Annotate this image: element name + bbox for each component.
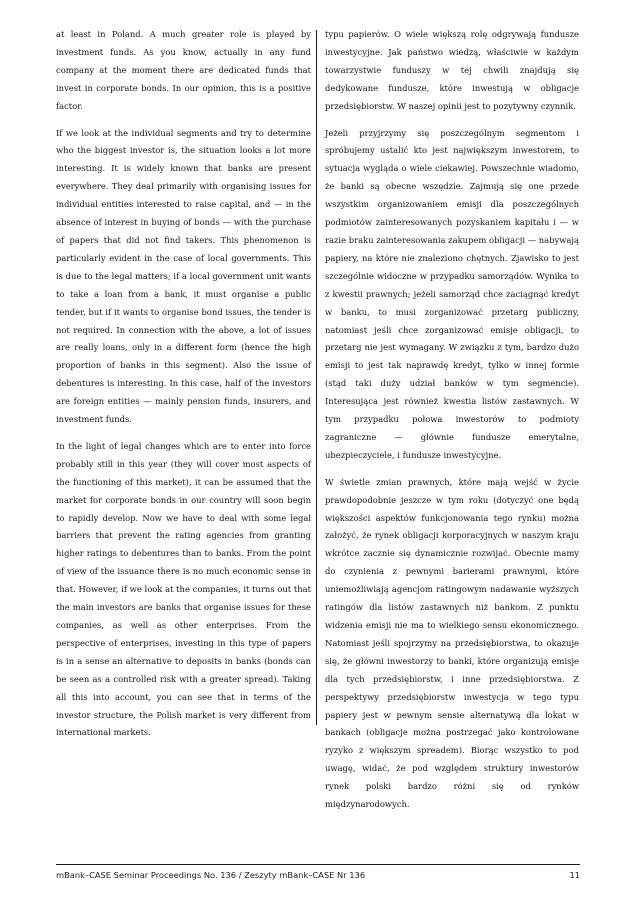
polish-column [325, 26, 579, 823]
english-column [56, 26, 311, 751]
polish-paragraph-2: Jeżeli przyjrzymy się poszczególnym segmentom i spróbujemy ustalić kto jest największym inwestorem, to sytuacja wygląda o wiele ciekawiej. Powszechnie wiadomo, że banki są obecne wszędzie. Zajmują się one przede wszystkim organizowaniem emisji dla poszczególnych podmiotów zainteresowanych pozyskaniem kapitału i — w razie braku zainteresowania zakupem obligacji — nabywają papiery, na które nie znaleziono chętnych. Zjawisko to jest szczególnie widoczne w przypadku samorządów. Wynika to z kwestii prawnych; jeżeli samorząd chce zaciągnąć kredyt w banku, to musi zorganizować przetarg publiczny, natomiast jeśli chce zorganizować emisje obligacji, to przetarg nie jest wymagany. W związku z tym, bardzo dużo emisji to jest tak naprawdę kredyt, tylko w innej formie (stąd taki duży udział banków w tym segmencie). Interesująca jest również kwestia listów zastawnych. W tym przypadku połowa inwestorów to podmioty zagraniczne — głównie fundusze emerytalne, ubezpieczyciele, i fundusze inwestycyjne. [325, 127, 579, 460]
english-paragraph-1: at least in Poland. A much greater role is played by investment funds. As you know, actually in any fund company at the moment there are dedicated funds that invest in corporate bonds. In our opinion, this is a positive factor. [56, 29, 311, 111]
footer-rule [56, 864, 580, 865]
english-paragraph-2: If we look at the individual segments and try to determine who the biggest investor is, the situation looks a lot more interesting. It is widely known that banks are present everywhere. They deal primarily with organising issues for individual entities interested to raise capital, and — in the absence of interest in buying of bonds — with the purchase of papers that did not find takers. This phenomenon is particularly evident in the case of local governments. This is due to the legal matters; if a local government unit wants to take a loan from a bank, it must organise a public tender, but if it wants to organise bond issues, the tender is not required. In connection with the above, a lot of issues are really loans, only in a different form (hence the high proportion of banks in this segment). Also the issue of debentures is interesting. In this case, half of the investors are foreign entities — mainly pension funds, insurers, and investment funds. [56, 127, 311, 425]
polish-paragraph-1: typu papierów. O wiele większą rolę odgrywają fundusze inwestycyjne. Jak państwo wiedzą, właściwie w każdym towarzystwie funduszy w tej chwili znajdują się dedykowane fundusze, które inwestują w obligacje przedsiębiorstw. W naszej opinii jest to pozytywny czynnik. [325, 29, 579, 111]
polish-paragraph-3: W świetle zmian prawnych, które mają wejść w życie prawdopodobnie jeszcze w tym roku (dotyczyć one będą większości aspektów funkcjonowania tego rynku) można założyć, że rynek obligacji korporacyjnych w naszym kraju wkrótce zacznie się dynamicznie rozwijać. Obecnie mamy do czynienia z pewnymi barierami prawnymi, które uniemożliwiają agencjom ratingowym nadawanie wyższych ratingów dla listów zastawnych niż bankom. Z punktu widzenia emisji nie ma to wielkiego sensu ekonomicznego. Natomiast jeśli spojrzymy na przedsiębiorstwa, to okazuje się, że główni inwestorzy to banki, które organizują emisje dla tych przedsiębiorstw, i inne przedsiębiorstwa. Z perspektywy przedsiębiorstw inwestycja w tego typu papiery jest w pewnym sensie alternatywą dla lokat w bankach (obligacje można postrzegać jako kontrolowane ryzyko z większym spreadem). Biorąc wszystko to pod uwagę, widać, że pod względem struktury inwestorów rynek polski bardzo różni się od rynków międzynarodowych. [325, 476, 579, 810]
column-separator [316, 30, 317, 725]
page-number: 11 [569, 870, 580, 880]
english-paragraph-3: In the light of legal changes which are to enter into force probably still in this year (they will cover most aspects of the functioning of this market), it can be assumed that the market for corporate bonds in our country will soon begin to rapidly develop. Now we have to deal with some legal barriers that prevent the rating agencies from granting higher ratings to debentures than to banks. From the point of view of the issuance there is no much economic sense in that. However, if we look at the companies, it turns out that the main investors are banks that organise issues for these companies, as well as other enterprises. From the perspective of enterprises, investing in this type of papers is in a sense an alternative to deposits in banks (bonds can be seen as a controlled risk with a greater spread). Taking all this into account, you can see that in terms of the investor structure, the Polish market is very different from international markets. [56, 440, 311, 738]
footer-source: mBank–CASE Seminar Proceedings No. 136 / Zeszyty mBank–CASE Nr 136 [56, 870, 366, 880]
